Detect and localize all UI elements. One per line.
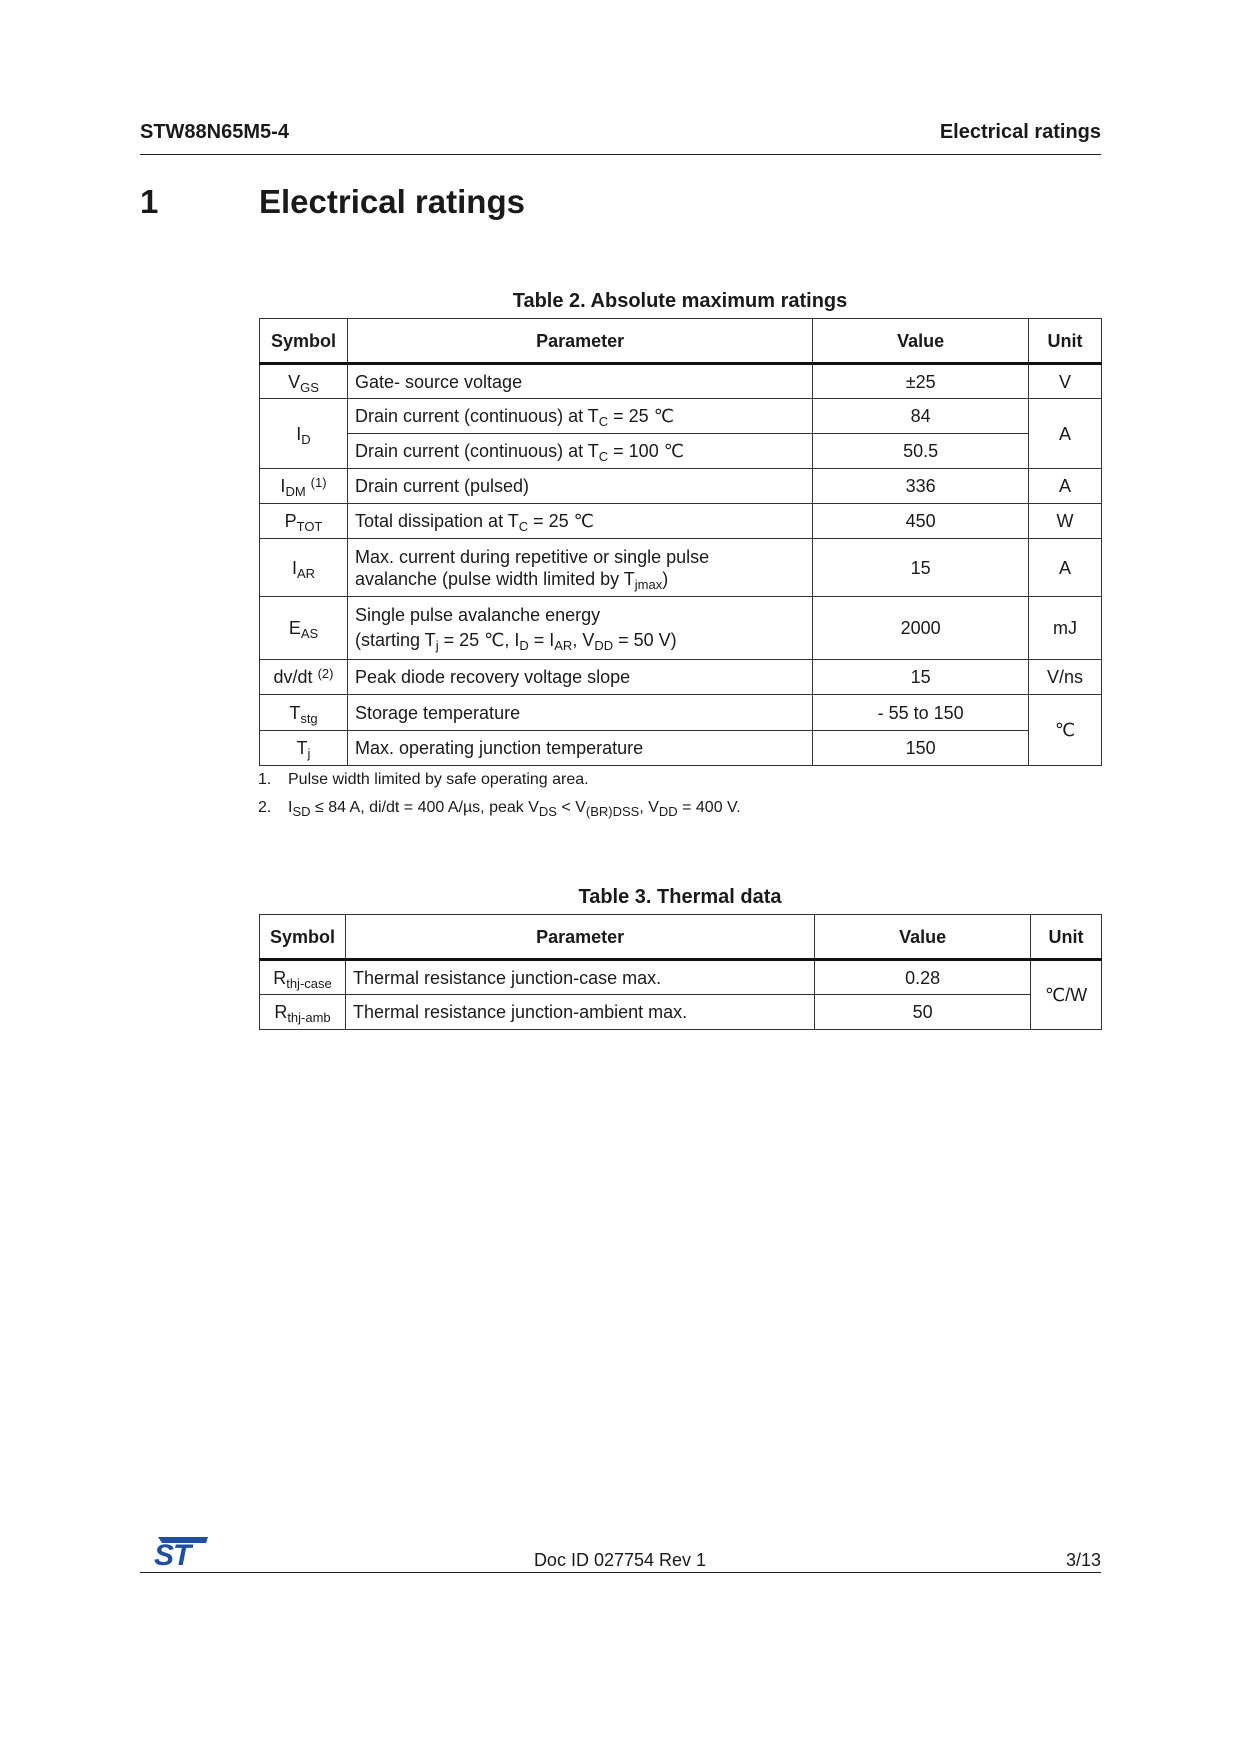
value-cell: 15 bbox=[813, 660, 1029, 695]
value-cell: 2000 bbox=[813, 597, 1029, 660]
unit-cell: A bbox=[1029, 539, 1102, 597]
symbol-cell: $I_D$ bbox=[260, 399, 348, 469]
symbol-cell: $T_{stg}$ bbox=[260, 695, 348, 731]
table-row bbox=[260, 695, 1102, 731]
header-part-number: STW88N65M5-4 bbox=[140, 121, 289, 143]
table-row bbox=[260, 597, 1102, 660]
unit-cell: ℃/W bbox=[1031, 960, 1102, 1030]
value-cell: 336 bbox=[813, 469, 1029, 504]
header-section-name: Electrical ratings bbox=[939, 121, 1101, 143]
parameter-cell: Max. operating junction temperature bbox=[347, 731, 812, 766]
value-cell: 50 bbox=[815, 995, 1031, 1030]
table-header-row bbox=[260, 915, 1102, 960]
symbol-cell: $T_j$ bbox=[260, 731, 348, 766]
footer-doc-id: Doc ID 027754 Rev 1 bbox=[533, 1550, 707, 1570]
col-header-symbol: Symbol bbox=[260, 915, 346, 960]
symbol-cell: $I_{DM}$ $^{(1)}$ bbox=[260, 469, 348, 504]
table-row bbox=[260, 995, 1102, 1030]
parameter-cell: Thermal resistance junction-ambient max. bbox=[345, 995, 814, 1030]
section-title: Electrical ratings bbox=[259, 183, 525, 220]
symbol-cell: $P_{TOT}$ bbox=[260, 504, 348, 539]
thermal-data-table bbox=[259, 914, 1102, 1030]
value-cell: - 55 to 150 bbox=[813, 695, 1029, 731]
col-header-parameter: Parameter bbox=[347, 319, 812, 364]
unit-cell: A bbox=[1029, 399, 1102, 469]
table-row bbox=[260, 960, 1102, 995]
logo-text: ST bbox=[154, 1539, 191, 1567]
parameter-cell: Drain current (pulsed) bbox=[347, 469, 812, 504]
parameter-cell: Total dissipation at $T_C = 25$ ℃ bbox=[347, 504, 812, 539]
footer-rule bbox=[140, 1572, 1101, 1573]
parameter-cell: Peak diode recovery voltage slope bbox=[347, 660, 812, 695]
symbol-cell: $V_{GS}$ bbox=[260, 364, 348, 399]
unit-cell: W bbox=[1029, 504, 1102, 539]
value-cell: 150 bbox=[813, 731, 1029, 766]
unit-cell: V bbox=[1029, 364, 1102, 399]
section-number: 1 bbox=[140, 183, 159, 220]
table-row bbox=[260, 399, 1102, 434]
table-row bbox=[260, 364, 1102, 399]
footnote-2: 2. $I_{SD} \le 84$ A, di/dt = 400 A/µs, peak $V_{DS} < V_{(BR)DSS}$, $V_{DD} = 400$ V. bbox=[258, 799, 741, 819]
value-cell: 0.28 bbox=[815, 960, 1031, 995]
table-row bbox=[260, 469, 1102, 504]
col-header-unit: Unit bbox=[1031, 915, 1102, 960]
col-header-unit: Unit bbox=[1029, 319, 1102, 364]
table-row bbox=[260, 539, 1102, 597]
value-cell: 50.5 bbox=[813, 434, 1029, 469]
parameter-cell: Drain current (continuous) at $T_C = 100$ ℃ bbox=[347, 434, 812, 469]
footnote-1: 1. Pulse width limited by safe operating area. bbox=[258, 771, 589, 788]
footer-page-number: 3/13 bbox=[1065, 1550, 1101, 1570]
unit-cell: V/ns bbox=[1029, 660, 1102, 695]
col-header-parameter: Parameter bbox=[345, 915, 814, 960]
col-header-symbol: Symbol bbox=[260, 319, 348, 364]
symbol-cell: $R_{thj-case}$ bbox=[260, 960, 346, 995]
header-rule bbox=[140, 154, 1101, 155]
parameter-cell: Storage temperature bbox=[347, 695, 812, 731]
unit-cell: A bbox=[1029, 469, 1102, 504]
value-cell: 450 bbox=[813, 504, 1029, 539]
unit-cell: mJ bbox=[1029, 597, 1102, 660]
table-row bbox=[260, 434, 1102, 469]
table-row bbox=[260, 504, 1102, 539]
col-header-value: Value bbox=[813, 319, 1029, 364]
value-cell: ±25 bbox=[813, 364, 1029, 399]
absolute-max-ratings-table bbox=[259, 318, 1102, 766]
table3-caption: Table 3. Thermal data bbox=[578, 886, 782, 908]
table2-caption: Table 2. Absolute maximum ratings bbox=[512, 290, 848, 312]
parameter-cell: Thermal resistance junction-case max. bbox=[345, 960, 814, 995]
symbol-cell: $E_{AS}$ bbox=[260, 597, 348, 660]
value-cell: 84 bbox=[813, 399, 1029, 434]
parameter-cell: Drain current (continuous) at $T_C = 25$ ℃ bbox=[347, 399, 812, 434]
table-header-row bbox=[260, 319, 1102, 364]
col-header-value: Value bbox=[815, 915, 1031, 960]
parameter-cell: Gate- source voltage bbox=[347, 364, 812, 399]
table-row bbox=[260, 731, 1102, 766]
value-cell: 15 bbox=[813, 539, 1029, 597]
symbol-cell: $I_{AR}$ bbox=[260, 539, 348, 597]
parameter-cell: Single pulse avalanche energy (starting $T_j = 25$ ℃, $I_D = I_{AR}$, $V_{DD} = 50$ V) bbox=[347, 597, 812, 660]
unit-cell: ℃ bbox=[1029, 695, 1102, 766]
parameter-cell: Max. current during repetitive or single pulse avalanche (pulse width limited by $T_{jmax}$) bbox=[347, 539, 812, 597]
symbol-cell: $R_{thj-amb}$ bbox=[260, 995, 346, 1030]
symbol-cell: dv/dt $^{(2)}$ bbox=[260, 660, 348, 695]
table-row bbox=[260, 660, 1102, 695]
